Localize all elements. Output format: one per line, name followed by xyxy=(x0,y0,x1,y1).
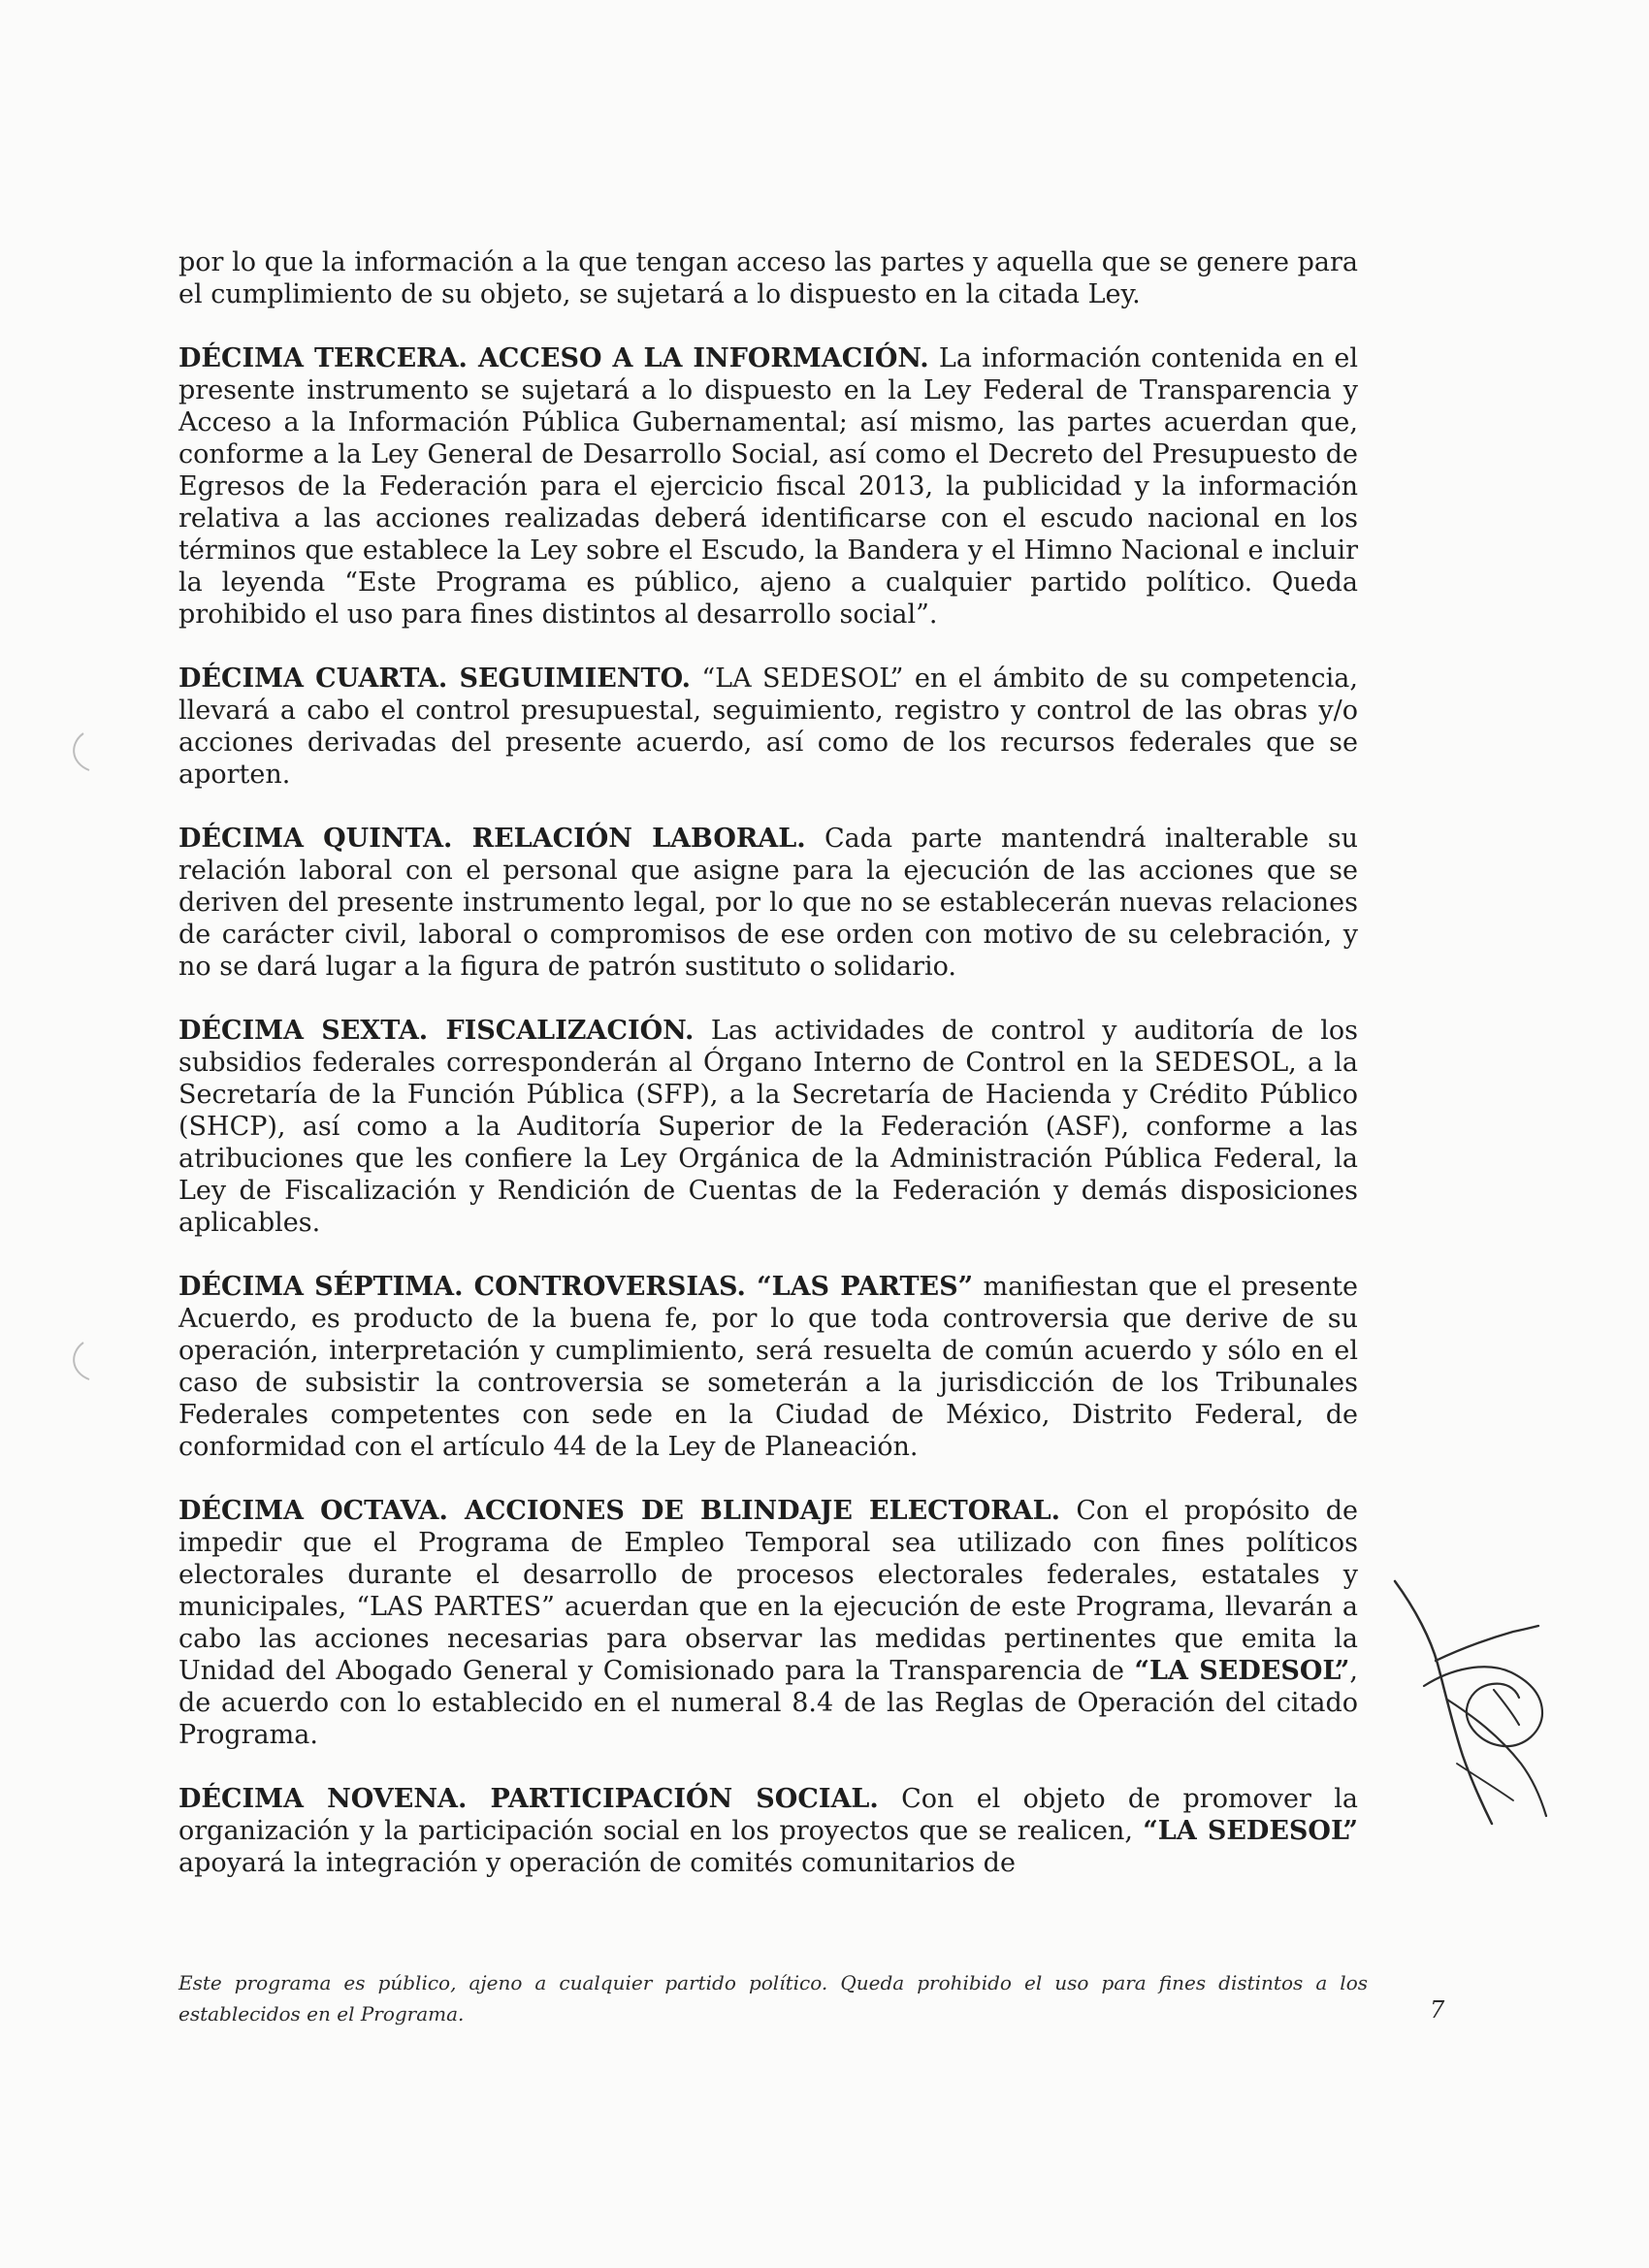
clause-decima-cuarta xyxy=(178,663,1358,791)
clause-heading: DÉCIMA TERCERA. ACCESO A LA INFORMACIÓN. xyxy=(178,343,929,373)
clause-decima-tercera xyxy=(178,342,1358,631)
document-body xyxy=(178,246,1358,1911)
clause-decima-septima xyxy=(178,1271,1358,1463)
clause-decima-quinta xyxy=(178,823,1358,983)
paragraph-continuation xyxy=(178,246,1358,310)
clause-text: Las actividades de control y auditoría de los subsidios federales corresponderán al Órgano Interno de Control en la SEDESOL, a la Secretaría de la Función Pública (SFP), a la Secretaría de Hacienda y Crédito Público (SHCP), así como a la Auditoría Superior de la Federación (ASF), conforme a las atribuciones que les confiere la Ley Orgánica de la Administración Pública Federal, la Ley de Fiscalización y Rendición de Cuentas de la Federación y demás disposiciones aplicables. xyxy=(178,1016,1358,1238)
clause-text: Con el objeto de promover la organización y la participación social en los proyectos que se realicen, xyxy=(178,1784,1358,1846)
clause-heading: DÉCIMA OCTAVA. ACCIONES DE BLINDAJE ELECTORAL. xyxy=(178,1496,1061,1526)
clause-bold-reference: “LA SEDESOL” xyxy=(1134,1656,1350,1686)
page-number: 7 xyxy=(1430,1996,1445,2024)
footer-legend: Este programa es público, ajeno a cualquier partido político. Queda prohibido el uso para fines distintos a los establecidos en el Programa. xyxy=(178,1971,1368,2025)
clause-decima-novena xyxy=(178,1783,1358,1879)
handwritten-signature xyxy=(1377,1571,1571,1853)
clause-text: Cada parte mantendrá inalterable su relación laboral con el personal que asigne para la ejecución de las acciones que se deriven del presente instrumento legal, por lo que no se establecerán nuevas relaciones de carácter civil, laboral o compromisos de ese orden con motivo de su celebración, y no se dará lugar a la figura de patrón sustituto o solidario. xyxy=(178,824,1358,982)
clause-text: “LA SEDESOL” en el ámbito de su competencia, llevará a cabo el control presupuestal, seguimiento, registro y control de las obras y/o acciones derivadas del presente acuerdo, así como de los recursos federales que se aporten. xyxy=(178,664,1358,790)
clause-text: , de acuerdo con lo establecido en el numeral 8.4 de las Reglas de Operación del citado Programa. xyxy=(178,1656,1358,1750)
clause-heading: DÉCIMA SEXTA. FISCALIZACIÓN. xyxy=(178,1016,695,1046)
scan-artifact-mark xyxy=(60,729,99,776)
clause-text: Con el propósito de impedir que el Programa de Empleo Temporal sea utilizado con fines políticos electorales durante el desarrollo de procesos electorales federales, estatales y municipales, “LAS PARTES” acuerdan que en la ejecución de este Programa, llevarán a cabo las acciones necesarias para observar las medidas pertinentes que emita la Unidad del Abogado General y Comisionado para la Transparencia de xyxy=(178,1496,1358,1686)
clause-heading: DÉCIMA SÉPTIMA. CONTROVERSIAS. “LAS PARTES” xyxy=(178,1272,974,1302)
clause-bold-reference: “LA SEDESOL” xyxy=(1143,1816,1358,1846)
clause-heading: DÉCIMA QUINTA. RELACIÓN LABORAL. xyxy=(178,824,806,854)
clause-text: manifiestan que el presente Acuerdo, es producto de la buena fe, por lo que toda controversia que derive de su operación, interpretación y cumplimiento, será resuelta de común acuerdo y sólo en el caso de subsistir la controversia se someterán a la jurisdicción de los Tribunales Federales competentes con sede en la Ciudad de México, Distrito Federal, de conformidad con el artículo 44 de la Ley de Planeación. xyxy=(178,1272,1358,1462)
clause-text: La información contenida en el presente instrumento se sujetará a lo dispuesto en la Ley Federal de Transparencia y Acceso a la Información Pública Gubernamental; así mismo, las partes acuerdan que, conforme a la Ley General de Desarrollo Social, así como el Decreto del Presupuesto de Egresos de la Federación para el ejercicio fiscal 2013, la publicidad y la información relativa a las acciones realizadas deberá identificarse con el escudo nacional en los términos que establece la Ley sobre el Escudo, la Bandera y el Himno Nacional e incluir la leyenda “Este Programa es público, ajeno a cualquier partido político. Queda prohibido el uso para fines distintos al desarrollo social”. xyxy=(178,343,1358,630)
scan-artifact-mark xyxy=(60,1339,99,1385)
clause-text: apoyará la integración y operación de comités comunitarios de xyxy=(178,1848,1016,1878)
clause-decima-sexta xyxy=(178,1015,1358,1239)
clause-decima-octava xyxy=(178,1495,1358,1751)
clause-heading: DÉCIMA NOVENA. PARTICIPACIÓN SOCIAL. xyxy=(178,1784,879,1814)
page-footer xyxy=(178,1967,1368,2029)
clause-heading: DÉCIMA CUARTA. SEGUIMIENTO. xyxy=(178,664,691,694)
paragraph-text: por lo que la información a la que tengan acceso las partes y aquella que se genere para el cumplimiento de su objeto, se sujetará a lo dispuesto en la citada Ley. xyxy=(178,247,1358,309)
